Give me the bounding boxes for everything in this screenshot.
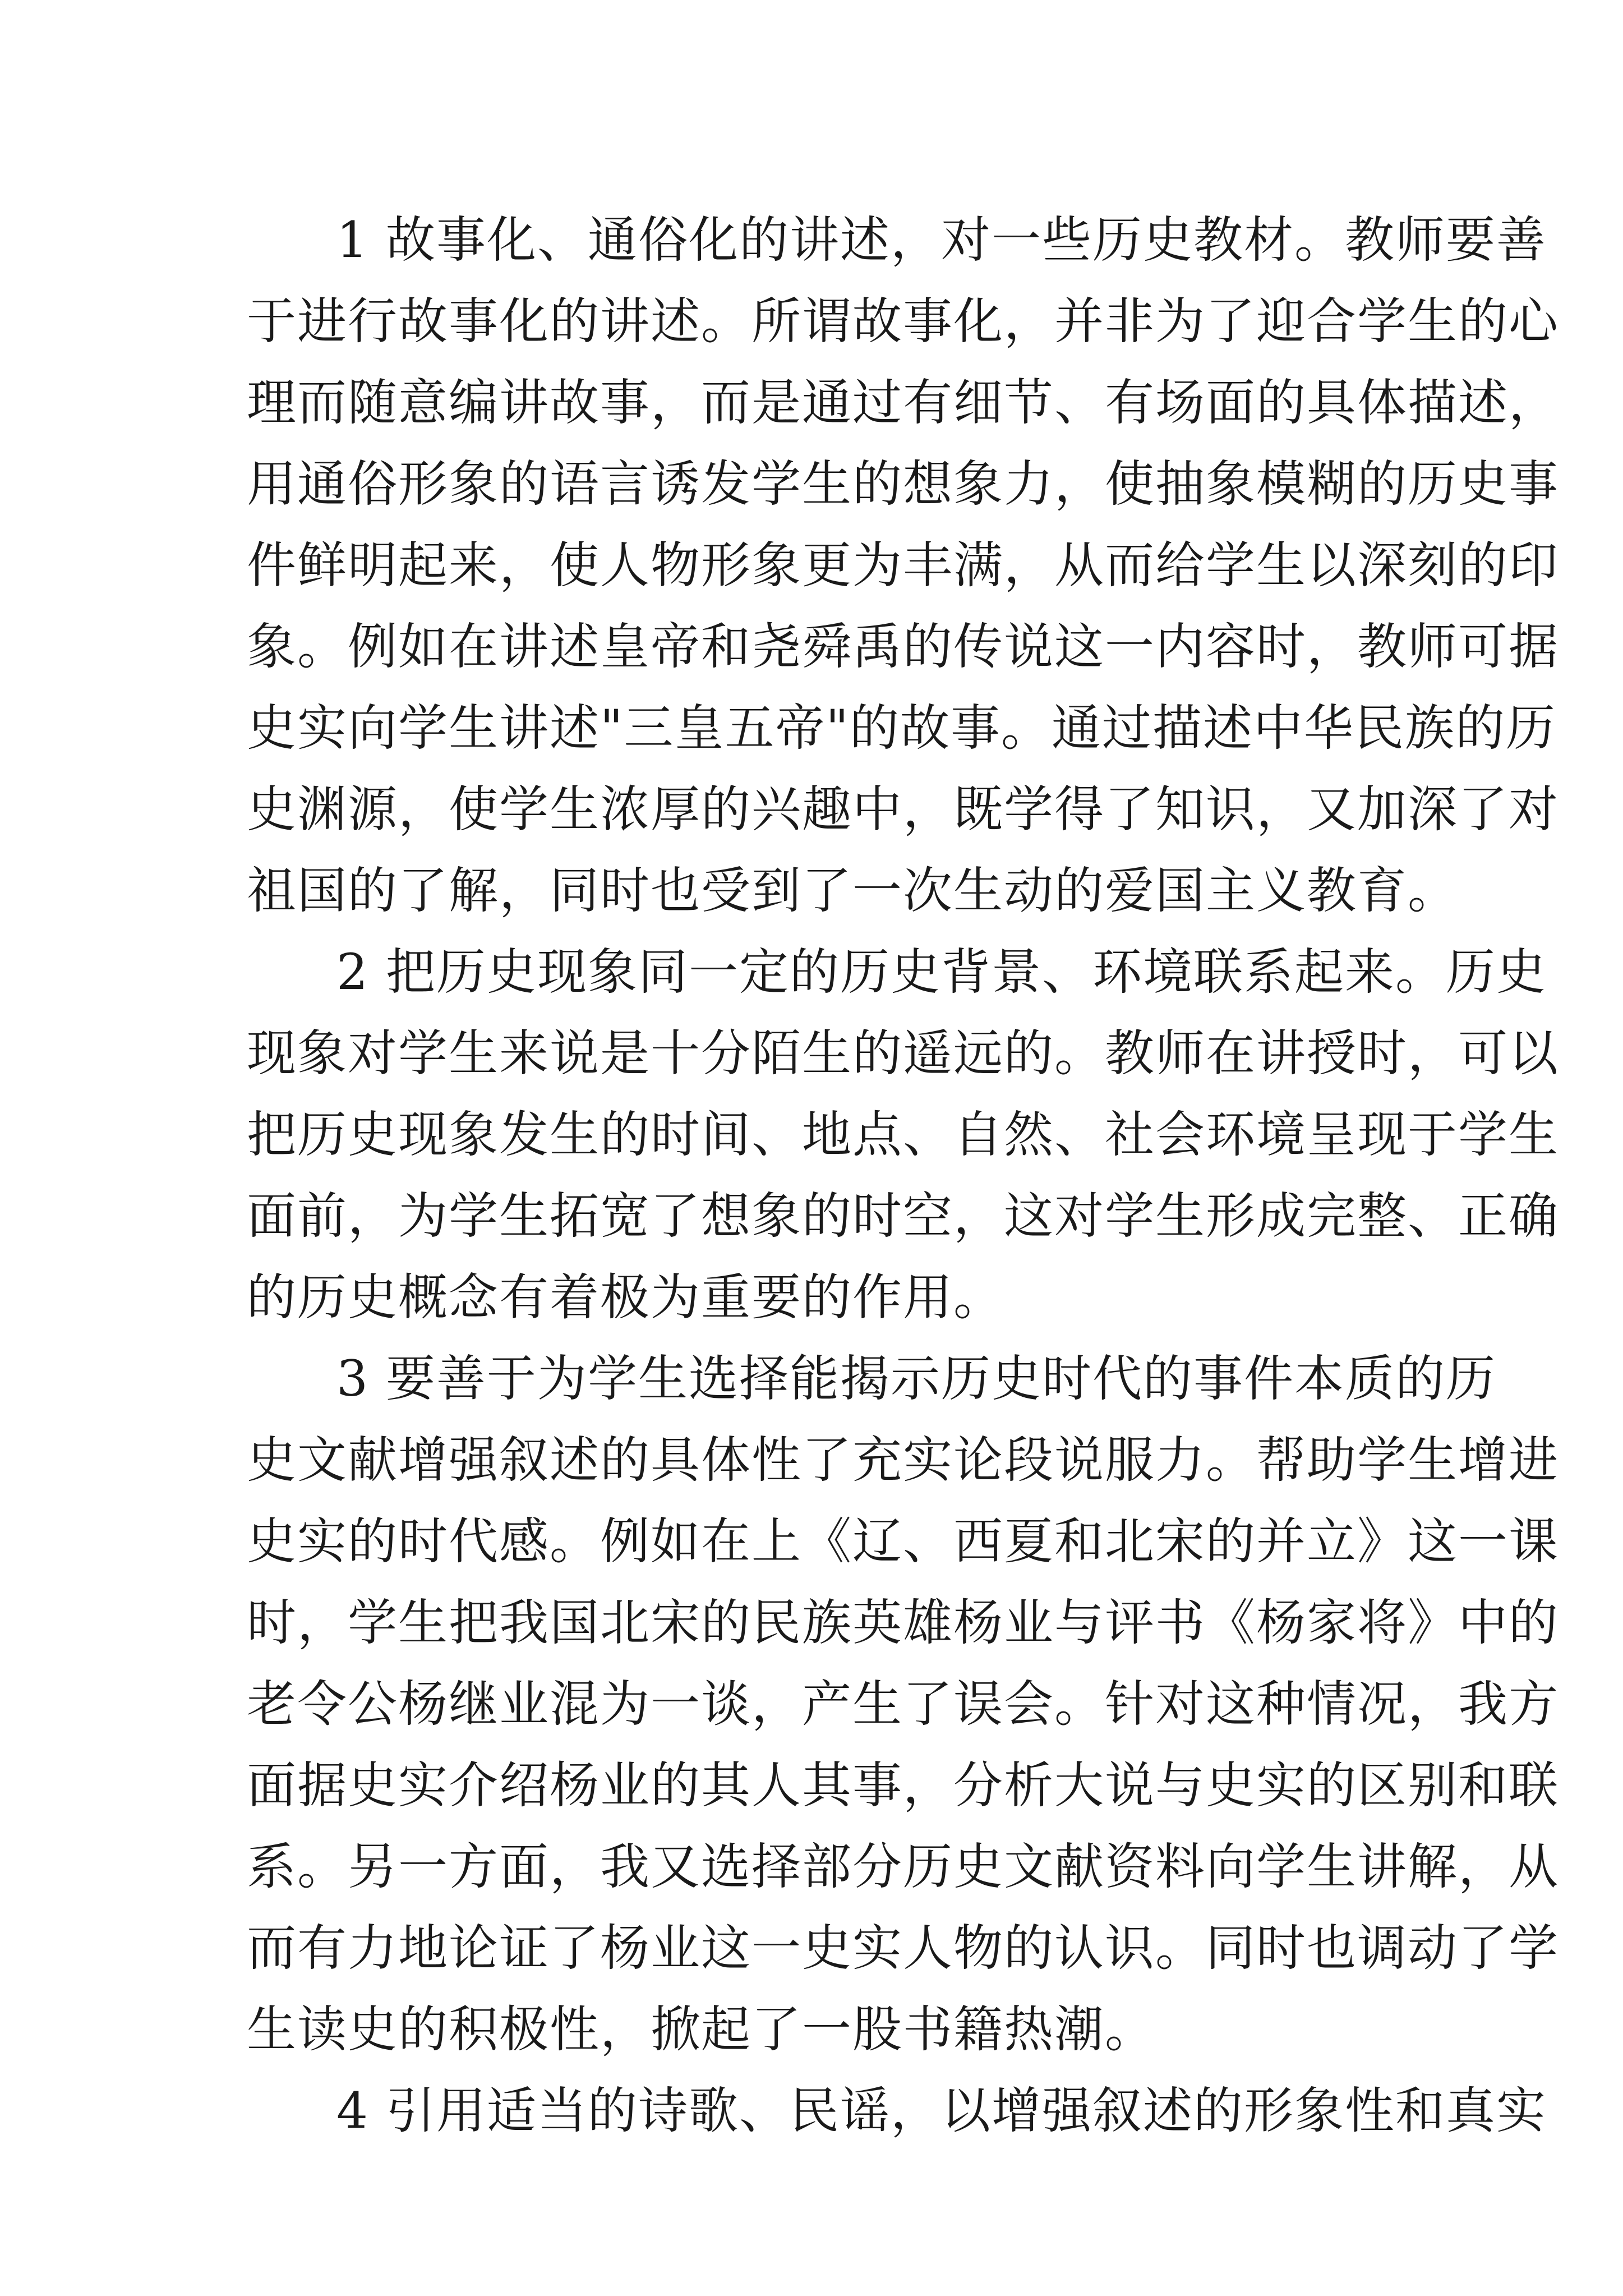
paragraph-line: 用通俗形象的语言诱发学生的想象力，使抽象模糊的历史事 (247, 455, 1560, 513)
paragraph-line: 理而随意编讲故事，而是通过有细节、有场面的具体描述， (247, 374, 1560, 431)
paragraph-line: 面前，为学生拓宽了想象的时空，这对学生形成完整、正确 (247, 1187, 1560, 1245)
paragraph-line: 史文献增强叙述的具体性了充实论段说服力。帮助学生增进 (247, 1431, 1560, 1489)
paragraph-line: 老令公杨继业混为一谈，产生了误会。针对这种情况，我方 (247, 1675, 1560, 1733)
document-body (247, 199, 1560, 2151)
paragraph-first-line: 3 要善于为学生选择能揭示历史时代的事件本质的历 (336, 1350, 1496, 1407)
paragraph-line: 面据史实介绍杨业的其人其事，分析大说与史实的区别和联 (247, 1756, 1560, 1814)
paragraph-first-line: 4 引用适当的诗歌、民谣，以增强叙述的形象性和真实 (336, 2082, 1547, 2139)
paragraph-line: 生读史的积极性，掀起了一股书籍热潮。 (247, 2000, 1156, 2058)
paragraph-line: 而有力地论证了杨业这一史实人物的认识。同时也调动了学 (247, 1919, 1560, 1977)
paragraph-line: 史渊源，使学生浓厚的兴趣中，既学得了知识，又加深了对 (247, 780, 1560, 838)
paragraph-line: 象。例如在讲述皇帝和尧舜禹的传说这一内容时，教师可据 (247, 618, 1560, 675)
paragraph-line: 的历史概念有着极为重要的作用。 (247, 1268, 1004, 1326)
paragraph-line: 祖国的了解，同时也受到了一次生动的爱国主义教育。 (247, 862, 1459, 919)
paragraph-line: 史实的时代感。例如在上《辽、西夏和北宋的并立》这一课 (247, 1512, 1560, 1570)
paragraph-first-line: 2 把历史现象同一定的历史背景、环境联系起来。历史 (336, 943, 1547, 1001)
paragraph-line: 系。另一方面，我又选择部分历史文献资料向学生讲解，从 (247, 1838, 1560, 1895)
paragraph-line: 史实向学生讲述"三皇五帝"的故事。通过描述中华民族的历 (247, 699, 1556, 757)
paragraph-line: 件鲜明起来，使人物形象更为丰满，从而给学生以深刻的印 (247, 536, 1560, 594)
paragraph-line: 现象对学生来说是十分陌生的遥远的。教师在讲授时，可以 (247, 1024, 1560, 1082)
paragraph-first-line: 1 故事化、通俗化的讲述，对一些历史教材。教师要善 (336, 211, 1547, 269)
paragraph-line: 把历史现象发生的时间、地点、自然、社会环境呈现于学生 (247, 1106, 1560, 1163)
paragraph-line: 时，学生把我国北宋的民族英雄杨业与评书《杨家将》中的 (247, 1594, 1560, 1651)
paragraph-line: 于进行故事化的讲述。所谓故事化，并非为了迎合学生的心 (247, 292, 1560, 350)
